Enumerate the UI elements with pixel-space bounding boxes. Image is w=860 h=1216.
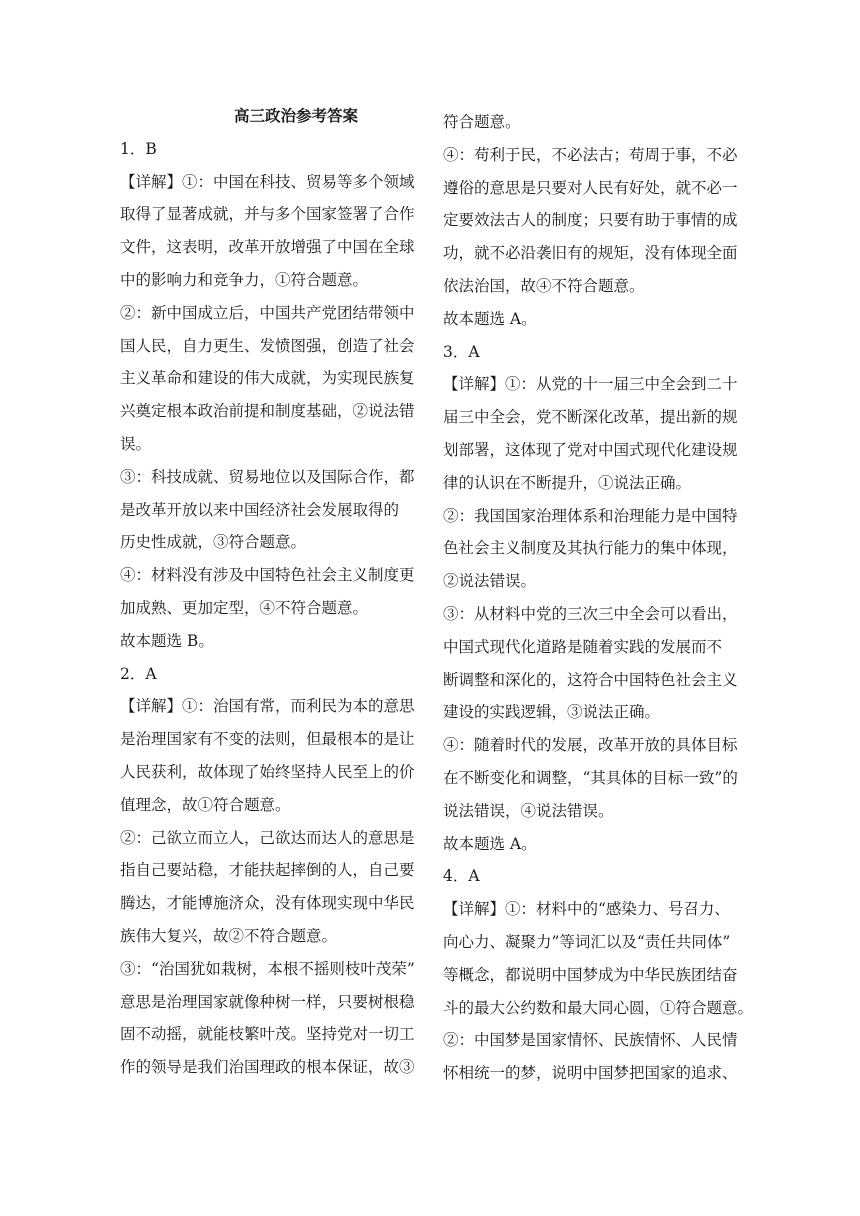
right-column	[443, 106, 754, 1090]
text-line: 符合题意。	[443, 113, 521, 131]
text-line: ②：新中国成立后，中国共产党团结带领中	[120, 303, 415, 322]
text-line: 说法错误，④说法错误。	[443, 801, 614, 820]
text-line: ③：从材料中党的三次三中全会可以看出，	[443, 604, 738, 623]
text-line: 主义革命和建设的伟大成就，为实现民族复	[120, 369, 415, 388]
text-line: ④：苟利于民，不必法古；苟周于事，不必	[443, 145, 738, 164]
text-line: 值理念，故①符合题意。	[120, 795, 291, 814]
text-line: 【详解】①：中国在科技、贸易等多个领域	[120, 172, 415, 191]
text-line: ②说法错误。	[443, 572, 537, 591]
text-line: 取得了显著成就，并与多个国家签署了合作	[120, 205, 415, 224]
conclusion-line: 故本题选 B。	[120, 631, 214, 650]
text-line: 国人民，自力更生、发愤图强，创造了社会	[120, 336, 415, 355]
text-line: 依法治国，故④不符合题意。	[443, 276, 645, 295]
question-2-answer: 2．A	[120, 664, 157, 683]
text-line: 文件，这表明，改革开放增强了中国在全球	[120, 238, 415, 257]
text-line: 是改革开放以来中国经济社会发展取得的	[120, 500, 400, 519]
text-line: 斗的最大公约数和最大同心圆，①符合题意。	[443, 998, 754, 1017]
text-line: 怀相统一的梦，说明中国梦把国家的追求、	[443, 1064, 738, 1083]
text-line: 遵俗的意思是只要对人民有好处，就不必一	[443, 178, 738, 197]
text-line: ②：己欲立而立人，己欲达而达人的意思是	[120, 828, 415, 847]
text-line: 划部署，这体现了党对中国式现代化建设规	[443, 440, 738, 459]
text-line: 等概念，都说明中国梦成为中华民族团结奋	[443, 965, 738, 984]
text-line: ②：中国梦是国家情怀、民族情怀、人民情	[443, 1031, 738, 1050]
text-line: 中国式现代化道路是随着实践的发展而不	[443, 637, 723, 656]
conclusion-line: 故本题选 A。	[443, 834, 537, 853]
text-line: 是治理国家有不变的法则，但最根本的是让	[120, 730, 415, 749]
text-line: ②：我国国家治理体系和治理能力是中国特	[443, 506, 738, 525]
text-line: 固不动摇，就能枝繁叶茂。坚持党对一切工	[120, 1025, 415, 1044]
question-1-answer: 1．B	[120, 139, 157, 158]
text-line: 人民获利，故体现了始终坚持人民至上的价	[120, 762, 415, 781]
text-line: 指自己要站稳，才能扶起摔倒的人，自己要	[120, 861, 415, 880]
text-line: 在不断变化和调整，“其具体的目标一致”的	[443, 768, 738, 787]
text-line: 功，就不必沿袭旧有的规矩，没有体现全面	[443, 244, 738, 263]
text-line: 历史性成就，③符合题意。	[120, 533, 307, 552]
text-line: 腾达，才能博施济众，没有体现实现中华民	[120, 894, 415, 913]
question-4-answer: 4．A	[443, 867, 480, 886]
text-line: 作的领导是我们治国理政的根本保证，故③	[120, 1058, 415, 1077]
text-line: 兴奠定根本政治前提和制度基础，②说法错	[120, 402, 415, 421]
text-line: 族伟大复兴，故②不符合题意。	[120, 926, 338, 945]
left-column	[120, 100, 420, 1084]
text-line: 【详解】①：从党的十一届三中全会到二十	[443, 375, 738, 394]
text-line: 意思是治理国家就像种树一样，只要树根稳	[120, 992, 415, 1011]
text-line: 建设的实践逻辑，③说法正确。	[443, 703, 661, 722]
text-line: 定要效法古人的制度；只要有助于事情的成	[443, 211, 738, 230]
conclusion-line: 故本题选 A。	[443, 309, 537, 328]
page-title: 高三政治参考答案	[233, 106, 358, 125]
text-line: ③：科技成就、贸易地位以及国际合作，都	[120, 467, 415, 486]
text-line: ④：材料没有涉及中国特色社会主义制度更	[120, 566, 415, 585]
text-line: 向心力、凝聚力”等词汇以及“责任共同体”	[443, 932, 731, 951]
text-line: 色社会主义制度及其执行能力的集中体现，	[443, 539, 738, 558]
question-3-answer: 3．A	[443, 342, 480, 361]
text-line: ③：“治国犹如栽树，本根不摇则枝叶茂荣”	[120, 959, 415, 978]
text-line: 律的认识在不断提升，①说法正确。	[443, 473, 692, 492]
text-line: 中的影响力和竞争力，①符合题意。	[120, 270, 369, 289]
text-line: 【详解】①：治国有常，而利民为本的意思	[120, 697, 415, 716]
text-line: ④：随着时代的发展，改革开放的具体目标	[443, 736, 738, 755]
text-line: 加成熟、更加定型，④不符合题意。	[120, 598, 369, 617]
text-line: 误。	[120, 434, 152, 453]
text-line: 届三中全会，党不断深化改革，提出新的规	[443, 408, 738, 427]
text-line: 断调整和深化的，这符合中国特色社会主义	[443, 670, 738, 689]
text-line: 【详解】①：材料中的“感染力、号召力、	[443, 900, 730, 919]
